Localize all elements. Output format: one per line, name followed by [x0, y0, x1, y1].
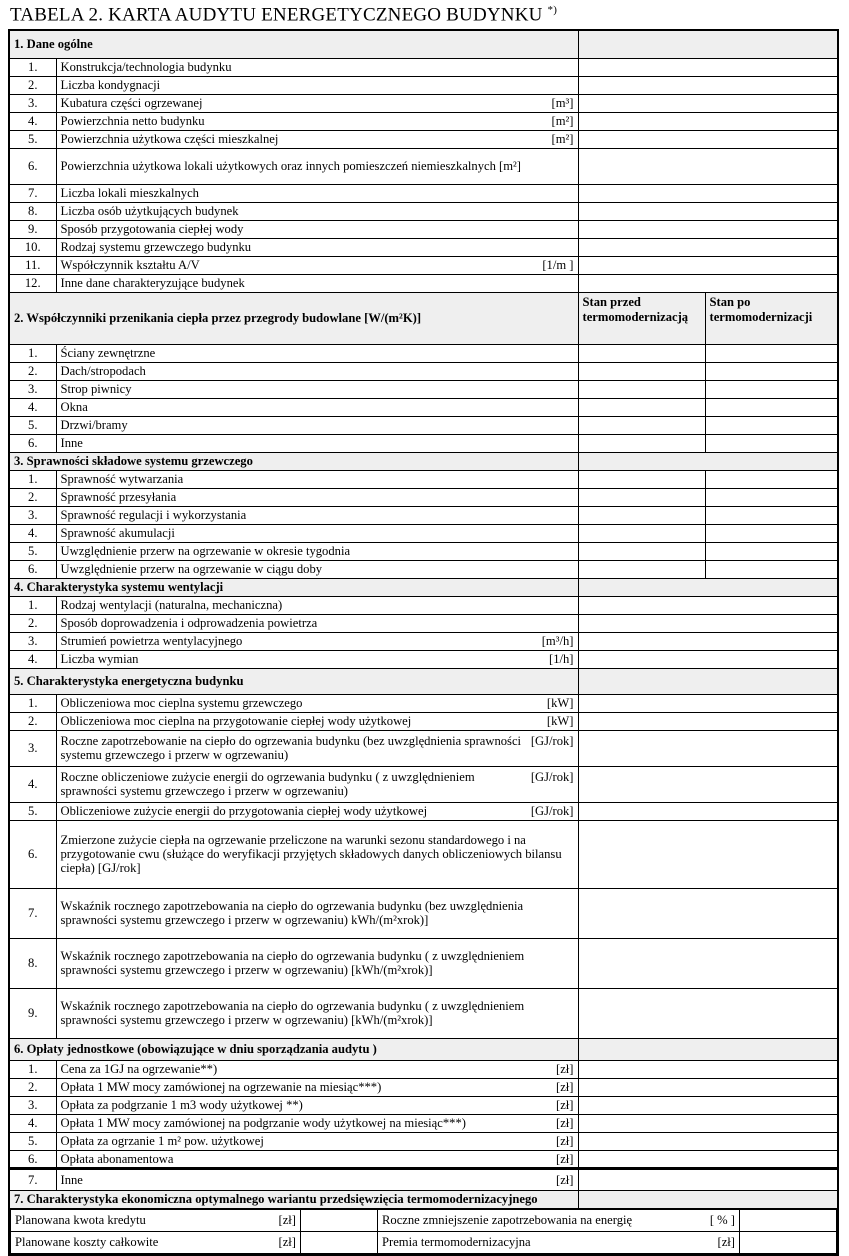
- table-row: [9, 888, 838, 938]
- row-label-text: Obliczeniowa moc cieplna na przygotowanie ciepłej wody użytkowej: [60, 714, 412, 728]
- title-text: TABELA 2. KARTA AUDYTU ENERGETYCZNEGO BUDYNKU: [10, 4, 543, 26]
- value-cell[interactable]: [578, 988, 838, 1038]
- section-title: 1. Dane ogólne: [9, 30, 578, 58]
- row-number: 1.: [9, 596, 56, 614]
- value-cell-before[interactable]: [578, 416, 705, 434]
- row-number: 4.: [9, 766, 56, 802]
- value-cell-after[interactable]: [705, 434, 838, 452]
- table-row: [9, 220, 838, 238]
- value-cell[interactable]: [578, 668, 838, 694]
- row-number: 3.: [9, 94, 56, 112]
- row-label-text: Liczba kondygnacji: [60, 78, 161, 92]
- row-number: 9.: [9, 220, 56, 238]
- economic-unit: [zł]: [278, 1235, 296, 1249]
- row-label-text: Roczne obliczeniowe zużycie energii do ogrzewania budynku ( z uwzględnieniem sprawności systemu grzewczego i przerw w ogrzewaniu): [60, 770, 475, 798]
- row-label: [56, 58, 578, 76]
- row-label: [56, 184, 578, 202]
- row-label: [56, 988, 578, 1038]
- row-label-text: Rodzaj wentylacji (naturalna, mechaniczna): [60, 598, 283, 612]
- table-row: [9, 130, 838, 148]
- row-unit: [zł]: [556, 1080, 574, 1094]
- row-label: [56, 802, 578, 820]
- row-unit: [zł]: [556, 1116, 574, 1130]
- row-label-text: Strumień powietrza wentylacyjnego: [60, 634, 243, 648]
- table-row: [9, 344, 838, 362]
- row-number: 4.: [9, 398, 56, 416]
- row-number: 3.: [9, 730, 56, 766]
- value-cell[interactable]: [578, 1096, 838, 1114]
- table-row: [9, 274, 838, 292]
- economic-label: [11, 1209, 301, 1231]
- row-label: [56, 76, 578, 94]
- value-cell-before[interactable]: [578, 542, 705, 560]
- table-row: [9, 112, 838, 130]
- economic-subtable: [10, 1209, 837, 1254]
- row-label-text: Sprawność wytwarzania: [60, 472, 184, 486]
- value-cell-after[interactable]: [705, 416, 838, 434]
- row-unit: [zł]: [556, 1062, 574, 1076]
- row-label: [56, 1132, 578, 1150]
- row-label: [56, 416, 578, 434]
- table-row: [9, 938, 838, 988]
- row-number: 2.: [9, 614, 56, 632]
- row-label: [56, 274, 578, 292]
- row-number: 1.: [9, 1060, 56, 1078]
- row-label: [56, 1150, 578, 1168]
- table-row: [9, 542, 838, 560]
- table-row: [9, 76, 838, 94]
- value-cell[interactable]: [578, 274, 838, 292]
- value-cell[interactable]: [578, 1114, 838, 1132]
- row-label-text: Opłata 1 MW mocy zamówionej na podgrzanie wody użytkowej na miesiąc***): [60, 1116, 466, 1130]
- row-label-text: Uwzględnienie przerw na ogrzewanie w okresie tygodnia: [60, 544, 351, 558]
- value-cell[interactable]: [578, 148, 838, 184]
- row-unit: [1/h]: [549, 652, 574, 666]
- row-label: [56, 202, 578, 220]
- row-label-text: Konstrukcja/technologia budynku: [60, 60, 232, 74]
- row-unit: [m³]: [551, 96, 574, 110]
- value-cell-before[interactable]: [578, 470, 705, 488]
- section-header: [9, 30, 838, 58]
- row-number: 4.: [9, 112, 56, 130]
- table-row: [9, 1060, 838, 1078]
- row-label-text: Obliczeniowe zużycie energii do przygotowania ciepłej wody użytkowej: [60, 804, 428, 818]
- row-label-text: Liczba wymian: [60, 652, 139, 666]
- row-label: [56, 596, 578, 614]
- economic-value[interactable]: [740, 1231, 837, 1253]
- value-cell[interactable]: [578, 112, 838, 130]
- value-cell-after[interactable]: [705, 560, 838, 578]
- row-unit: [m²]: [551, 132, 574, 146]
- row-label: [56, 888, 578, 938]
- row-unit: [zł]: [556, 1134, 574, 1148]
- row-number: 4.: [9, 650, 56, 668]
- row-label-text: Roczne zapotrzebowanie na ciepło do ogrzewania budynku (bez uwzględnienia sprawności systemu grzewczego i przerw w ogrzewaniu): [60, 734, 522, 762]
- row-number: 5.: [9, 802, 56, 820]
- economic-item: [11, 1209, 837, 1231]
- row-label: [56, 1168, 578, 1190]
- row-label: [56, 344, 578, 362]
- value-cell-before[interactable]: [578, 434, 705, 452]
- section-header: [9, 1038, 838, 1060]
- section-header: [9, 292, 838, 344]
- row-number: 5.: [9, 416, 56, 434]
- section-title: 5. Charakterystyka energetyczna budynku: [9, 668, 578, 694]
- value-cell[interactable]: [578, 1168, 838, 1190]
- row-label: [56, 220, 578, 238]
- row-label-text: Wskaźnik rocznego zapotrzebowania na ciepło do ogrzewania budynku ( z uwzględnieniem sprawności systemu grzewczego i przerw w ogrzewaniu) [kWh/(m²xrok)]: [60, 949, 525, 977]
- value-cell[interactable]: [578, 1150, 838, 1168]
- row-number: 7.: [9, 1168, 56, 1190]
- row-unit: [1/m ]: [542, 258, 574, 272]
- table-row: [9, 632, 838, 650]
- row-number: 2.: [9, 362, 56, 380]
- row-unit: [kW]: [546, 714, 574, 728]
- table-row: [9, 1150, 838, 1168]
- row-number: 1.: [9, 344, 56, 362]
- economic-value[interactable]: [301, 1231, 378, 1253]
- value-cell-before[interactable]: [578, 524, 705, 542]
- economic-block: [9, 1208, 838, 1255]
- value-cell[interactable]: [578, 578, 838, 596]
- document-title: [10, 4, 557, 26]
- value-cell[interactable]: [578, 452, 838, 470]
- row-label-text: Opłata 1 MW mocy zamówionej na ogrzewanie na miesiąc***): [60, 1080, 382, 1094]
- value-cell-after[interactable]: [705, 380, 838, 398]
- row-unit: [zł]: [556, 1151, 574, 1166]
- row-unit: [GJ/rok]: [530, 734, 574, 748]
- row-label: [56, 112, 578, 130]
- row-label: [56, 398, 578, 416]
- row-number: 5.: [9, 1132, 56, 1150]
- economic-row: [9, 1208, 838, 1255]
- row-label-text: Powierzchnia użytkowa części mieszkalnej: [60, 132, 279, 146]
- table-row: [9, 694, 838, 712]
- row-label: [56, 470, 578, 488]
- row-label: [56, 1096, 578, 1114]
- section-title: 3. Sprawności składowe systemu grzewczego: [9, 452, 578, 470]
- economic-label: [11, 1231, 301, 1253]
- row-unit: [GJ/rok]: [530, 804, 574, 818]
- row-number: 6.: [9, 1150, 56, 1168]
- row-label: [56, 238, 578, 256]
- value-cell[interactable]: [578, 1078, 838, 1096]
- value-cell[interactable]: [578, 1060, 838, 1078]
- row-label-text: Zmierzone zużycie ciepła na ogrzewanie przeliczone na warunki sezonu standardowego i na przygotowanie cwu (służące do weryfikacji przyjętych składowych danych obliczeniowych bilansu ciepła) [GJ/rok]: [60, 833, 562, 875]
- table-row: [9, 238, 838, 256]
- section-title: 4. Charakterystyka systemu wentylacji: [9, 578, 578, 596]
- table-row: [9, 766, 838, 802]
- row-label-text: Inne: [60, 1172, 83, 1187]
- row-number: 6.: [9, 434, 56, 452]
- row-number: 6.: [9, 820, 56, 888]
- row-label-text: Strop piwnicy: [60, 382, 132, 396]
- row-number: 8.: [9, 202, 56, 220]
- row-number: 7.: [9, 888, 56, 938]
- value-cell[interactable]: [578, 802, 838, 820]
- row-label-text: Sposób doprowadzenia i odprowadzenia powietrza: [60, 616, 318, 630]
- row-label: [56, 506, 578, 524]
- table-row: [9, 1168, 838, 1190]
- row-label-text: Rodzaj systemu grzewczego budynku: [60, 240, 252, 254]
- table-row: [9, 614, 838, 632]
- value-cell[interactable]: [578, 76, 838, 94]
- table-row: [9, 730, 838, 766]
- row-label-text: Sposób przygotowania ciepłej wody: [60, 222, 244, 236]
- table-row: [9, 488, 838, 506]
- row-number: 2.: [9, 712, 56, 730]
- row-number: 4.: [9, 1114, 56, 1132]
- row-label-text: Wskaźnik rocznego zapotrzebowania na ciepło do ogrzewania budynku (bez uwzględnienia sprawności systemu grzewczego i przerw w ogrzewaniu) kWh/(m²xrok)]: [60, 899, 524, 927]
- row-label-text: Drzwi/bramy: [60, 418, 128, 432]
- row-number: 12.: [9, 274, 56, 292]
- row-label-text: Współczynnik kształtu A/V: [60, 258, 200, 272]
- table-row: [9, 820, 838, 888]
- value-cell[interactable]: [578, 632, 838, 650]
- row-label: [56, 730, 578, 766]
- value-cell[interactable]: [578, 184, 838, 202]
- section-header: [9, 668, 838, 694]
- table-row: [9, 712, 838, 730]
- row-number: 3.: [9, 1096, 56, 1114]
- table-row: [9, 802, 838, 820]
- row-unit: [m³/h]: [541, 634, 574, 648]
- row-label: [56, 694, 578, 712]
- row-label: [56, 94, 578, 112]
- section-header: [9, 578, 838, 596]
- value-cell[interactable]: [578, 256, 838, 274]
- table-row: [9, 596, 838, 614]
- row-label: [56, 938, 578, 988]
- row-label: [56, 380, 578, 398]
- value-cell-before[interactable]: [578, 488, 705, 506]
- row-number: 1.: [9, 58, 56, 76]
- row-number: 3.: [9, 506, 56, 524]
- audit-form-table: [8, 29, 839, 1256]
- table-row: [9, 1078, 838, 1096]
- value-cell[interactable]: [578, 1132, 838, 1150]
- value-cell[interactable]: [578, 938, 838, 988]
- row-label-text: Sprawność regulacji i wykorzystania: [60, 508, 247, 522]
- row-unit: [zł]: [556, 1172, 574, 1187]
- economic-label-text: Premia termomodernizacyjna: [382, 1235, 531, 1249]
- section-title: 2. Współczynniki przenikania ciepła przez przegrody budowlane [W/(m²K)]: [9, 292, 578, 344]
- value-cell[interactable]: [578, 712, 838, 730]
- row-unit: [kW]: [546, 696, 574, 710]
- row-label: [56, 256, 578, 274]
- row-label-text: Sprawność przesyłania: [60, 490, 177, 504]
- row-label-text: Cena za 1GJ na ogrzewanie**): [60, 1062, 218, 1076]
- value-cell[interactable]: [578, 238, 838, 256]
- economic-unit: [zł]: [717, 1235, 735, 1249]
- row-label-text: Inne dane charakteryzujące budynek: [60, 276, 245, 290]
- section-title: 6. Opłaty jednostkowe (obowiązujące w dniu sporządzania audytu ): [9, 1038, 578, 1060]
- value-cell-after[interactable]: [705, 524, 838, 542]
- row-label: [56, 1060, 578, 1078]
- row-label-text: Inne: [60, 436, 83, 450]
- row-label: [56, 148, 578, 184]
- row-label: [56, 632, 578, 650]
- row-number: 1.: [9, 470, 56, 488]
- row-label-text: Powierzchnia użytkowa lokali użytkowych oraz innych pomieszczeń niemieszkalnych [m²]: [60, 159, 521, 173]
- section-header: [9, 1190, 838, 1208]
- row-label: [56, 434, 578, 452]
- table-row: [9, 184, 838, 202]
- row-label-text: Powierzchnia netto budynku: [60, 114, 205, 128]
- value-cell[interactable]: [578, 730, 838, 766]
- row-number: 9.: [9, 988, 56, 1038]
- row-label-text: Kubatura części ogrzewanej: [60, 96, 203, 110]
- row-label-text: Opłata za podgrzanie 1 m3 wody użytkowej **): [60, 1098, 303, 1112]
- row-label-text: Opłata za ogrzanie 1 m² pow. użytkowej: [60, 1134, 264, 1148]
- economic-value[interactable]: [301, 1209, 378, 1231]
- value-cell[interactable]: [578, 888, 838, 938]
- table-row: [9, 650, 838, 668]
- row-number: 2.: [9, 76, 56, 94]
- value-cell[interactable]: [578, 220, 838, 238]
- value-cell[interactable]: [578, 766, 838, 802]
- value-cell[interactable]: [578, 820, 838, 888]
- row-number: 5.: [9, 542, 56, 560]
- row-number: 2.: [9, 488, 56, 506]
- value-cell-before[interactable]: [578, 506, 705, 524]
- section-title: 7. Charakterystyka ekonomiczna optymalnego wariantu przedsięwzięcia termomodernizacyjnego: [9, 1190, 578, 1208]
- table-row: [9, 1114, 838, 1132]
- table-row: [9, 560, 838, 578]
- row-number: 3.: [9, 632, 56, 650]
- row-number: 10.: [9, 238, 56, 256]
- table-row: [9, 434, 838, 452]
- value-cell-before[interactable]: [578, 398, 705, 416]
- row-label-text: Liczba lokali mieszkalnych: [60, 186, 199, 200]
- value-cell[interactable]: [578, 596, 838, 614]
- row-label-text: Okna: [60, 400, 88, 414]
- value-cell[interactable]: [578, 94, 838, 112]
- table-row: [9, 362, 838, 380]
- row-number: 2.: [9, 1078, 56, 1096]
- row-unit: [zł]: [556, 1098, 574, 1112]
- economic-label: [378, 1231, 740, 1253]
- value-cell[interactable]: [578, 58, 838, 76]
- table-row: [9, 524, 838, 542]
- table-row: [9, 58, 838, 76]
- table-row: [9, 94, 838, 112]
- row-label-text: Wskaźnik rocznego zapotrzebowania na ciepło do ogrzewania budynku ( z uwzględnieniem sprawności systemu grzewczego i przerw w ogrzewaniu) [kWh/(m²xrok)]: [60, 999, 525, 1027]
- row-label-text: Obliczeniowa moc cieplna systemu grzewczego: [60, 696, 303, 710]
- row-number: 3.: [9, 380, 56, 398]
- row-label: [56, 1078, 578, 1096]
- row-label: [56, 560, 578, 578]
- value-cell-before[interactable]: [578, 380, 705, 398]
- economic-item: [11, 1231, 837, 1253]
- row-unit: [m²]: [551, 114, 574, 128]
- row-label: [56, 542, 578, 560]
- value-cell-after[interactable]: [705, 362, 838, 380]
- economic-unit: [ % ]: [709, 1213, 735, 1227]
- table-row: [9, 416, 838, 434]
- value-cell[interactable]: [578, 694, 838, 712]
- value-cell-after[interactable]: [705, 398, 838, 416]
- title-footnote-mark: *): [547, 4, 558, 16]
- row-number: 11.: [9, 256, 56, 274]
- value-cell[interactable]: [578, 130, 838, 148]
- row-label-text: Dach/stropodach: [60, 364, 146, 378]
- value-cell[interactable]: [578, 614, 838, 632]
- row-label: [56, 650, 578, 668]
- row-label: [56, 524, 578, 542]
- value-cell-after[interactable]: [705, 506, 838, 524]
- table-row: [9, 398, 838, 416]
- value-cell[interactable]: [578, 202, 838, 220]
- row-label: [56, 362, 578, 380]
- economic-label-text: Roczne zmniejszenie zapotrzebowania na energię: [382, 1213, 633, 1227]
- value-cell-after[interactable]: [705, 344, 838, 362]
- economic-label: [378, 1209, 740, 1231]
- row-number: 4.: [9, 524, 56, 542]
- table-row: [9, 256, 838, 274]
- section-header: [9, 452, 838, 470]
- value-cell[interactable]: [578, 1038, 838, 1060]
- row-label-text: Sprawność akumulacji: [60, 526, 175, 540]
- row-label-text: Uwzględnienie przerw na ogrzewanie w ciągu doby: [60, 562, 323, 576]
- value-cell[interactable]: [578, 30, 838, 58]
- row-unit: [GJ/rok]: [530, 770, 574, 784]
- value-cell-before[interactable]: [578, 344, 705, 362]
- row-label-text: Ściany zewnętrzne: [60, 346, 156, 360]
- row-number: 1.: [9, 694, 56, 712]
- row-label: [56, 1114, 578, 1132]
- row-label-text: Opłata abonamentowa: [60, 1151, 174, 1166]
- table-row: [9, 148, 838, 184]
- row-number: 5.: [9, 130, 56, 148]
- economic-unit: [zł]: [278, 1213, 296, 1227]
- economic-label-text: Planowana kwota kredytu: [15, 1213, 146, 1227]
- table-row: [9, 506, 838, 524]
- row-label: [56, 614, 578, 632]
- value-cell[interactable]: [578, 650, 838, 668]
- table-row: [9, 988, 838, 1038]
- table-row: [9, 1096, 838, 1114]
- row-label-text: Liczba osób użytkujących budynek: [60, 204, 239, 218]
- row-label: [56, 820, 578, 888]
- table-row: [9, 470, 838, 488]
- table-row: [9, 1132, 838, 1150]
- row-label: [56, 766, 578, 802]
- row-number: 6.: [9, 148, 56, 184]
- row-number: 8.: [9, 938, 56, 988]
- value-cell-after[interactable]: [705, 488, 838, 506]
- economic-value[interactable]: [740, 1209, 837, 1231]
- value-cell-after[interactable]: [705, 542, 838, 560]
- value-cell[interactable]: [578, 1190, 838, 1208]
- table-row: [9, 202, 838, 220]
- table-row: [9, 380, 838, 398]
- column-header-before: Stan przed termomodernizacją: [578, 292, 705, 344]
- row-number: 7.: [9, 184, 56, 202]
- column-header-after: Stan po termomodernizacji: [705, 292, 838, 344]
- row-number: 6.: [9, 560, 56, 578]
- row-label: [56, 712, 578, 730]
- value-cell-before[interactable]: [578, 362, 705, 380]
- row-label: [56, 488, 578, 506]
- value-cell-after[interactable]: [705, 470, 838, 488]
- row-label: [56, 130, 578, 148]
- economic-label-text: Planowane koszty całkowite: [15, 1235, 159, 1249]
- value-cell-before[interactable]: [578, 560, 705, 578]
